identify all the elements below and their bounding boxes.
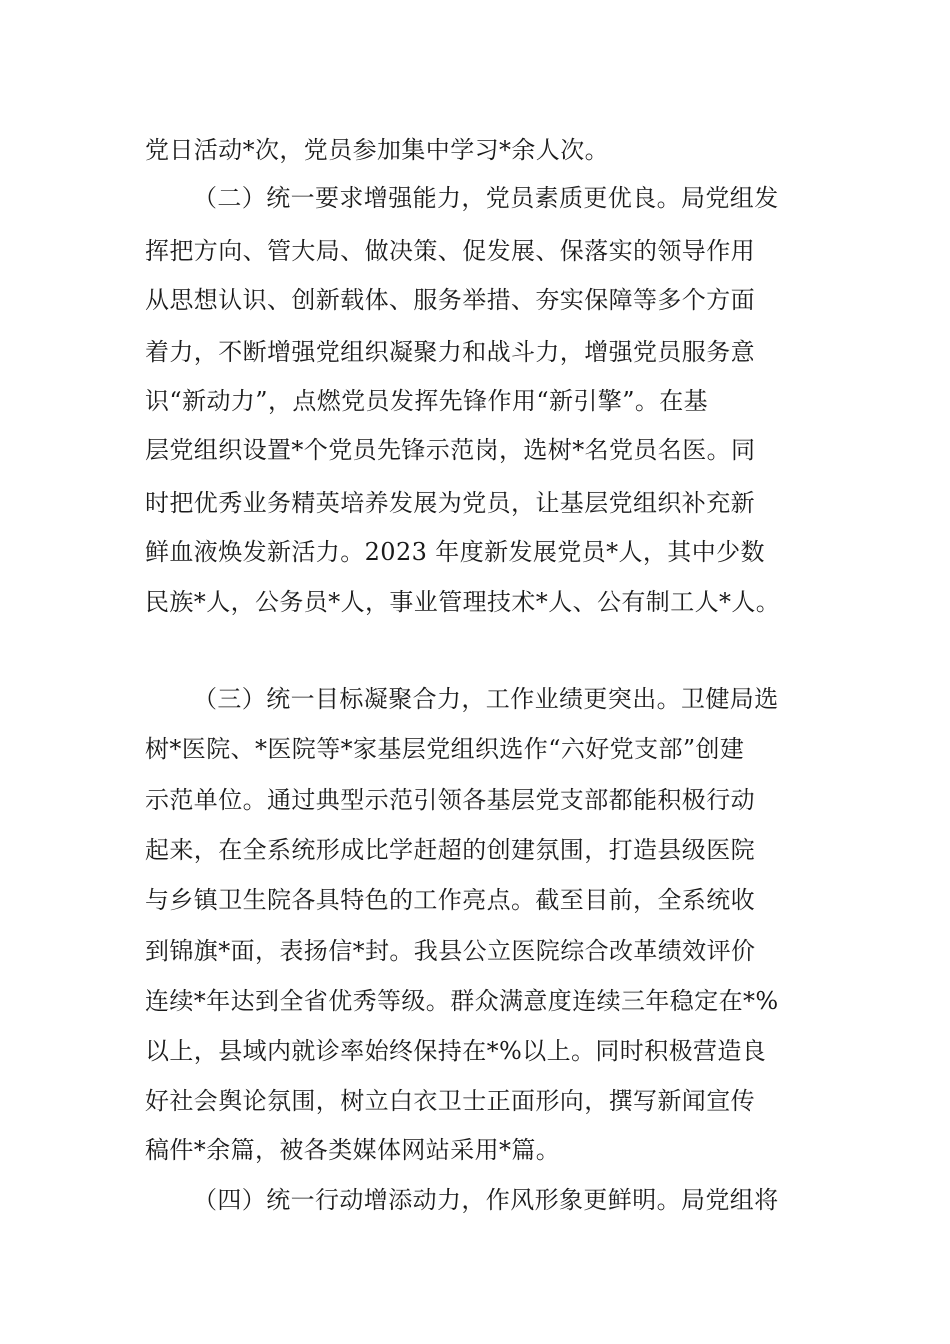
paragraph-line: 以上，县域内就诊率始终保持在*%以上。同时积极营造良: [145, 1037, 767, 1065]
paragraph-line: 到锦旗*面，表扬信*封。我县公立医院综合改革绩效评价: [145, 937, 756, 965]
paragraph-line: 党日活动*次，党员参加集中学习*余人次。: [145, 136, 609, 164]
paragraph-line: 树*医院、*医院等*家基层党组织选作“六好党支部”创建: [145, 735, 745, 763]
paragraph-line: 好社会舆论氛围，树立白衣卫士正面形向，撰写新闻宣传: [145, 1087, 755, 1115]
paragraph-line: 与乡镇卫生院各具特色的工作亮点。截至目前，全系统收: [145, 886, 755, 914]
paragraph-line: 识“新动力”，点燃党员发挥先锋作用“新引擎”。在基: [145, 387, 709, 415]
paragraph-line: 着力，不断增强党组织凝聚力和战斗力，增强党员服务意: [145, 338, 755, 366]
paragraph-line: 民族*人，公务员*人，事业管理技术*人、公有制工人*人。: [145, 588, 781, 616]
section-heading-line: （三）统一目标凝聚合力，工作业绩更突出。卫健局选: [193, 685, 779, 713]
section-heading-line: （四）统一行动增添动力，作风形象更鲜明。局党组将: [193, 1186, 779, 1214]
paragraph-line: 连续*年达到全省优秀等级。群众满意度连续三年稳定在*%: [145, 987, 779, 1015]
paragraph-line: 层党组织设置*个党员先锋示范岗，选树*名党员名医。同: [145, 436, 756, 464]
paragraph-line: 鲜血液焕发新活力。2023 年度新发展党员*人，其中少数: [145, 538, 765, 566]
paragraph-line: 挥把方向、管大局、做决策、促发展、保落实的领导作用: [145, 237, 755, 265]
section-heading-line: （二）统一要求增强能力，党员素质更优良。局党组发: [193, 184, 779, 212]
paragraph-line: 时把优秀业务精英培养发展为党员，让基层党组织补充新: [145, 489, 755, 517]
paragraph-line: 示范单位。通过典型示范引领各基层党支部都能积极行动: [145, 786, 755, 814]
paragraph-line: 稿件*余篇，被各类媒体网站采用*篇。: [145, 1136, 561, 1164]
paragraph-line: 从思想认识、创新载体、服务举措、夯实保障等多个方面: [145, 286, 755, 314]
paragraph-line: 起来，在全系统形成比学赶超的创建氛围，打造县级医院: [145, 836, 755, 864]
